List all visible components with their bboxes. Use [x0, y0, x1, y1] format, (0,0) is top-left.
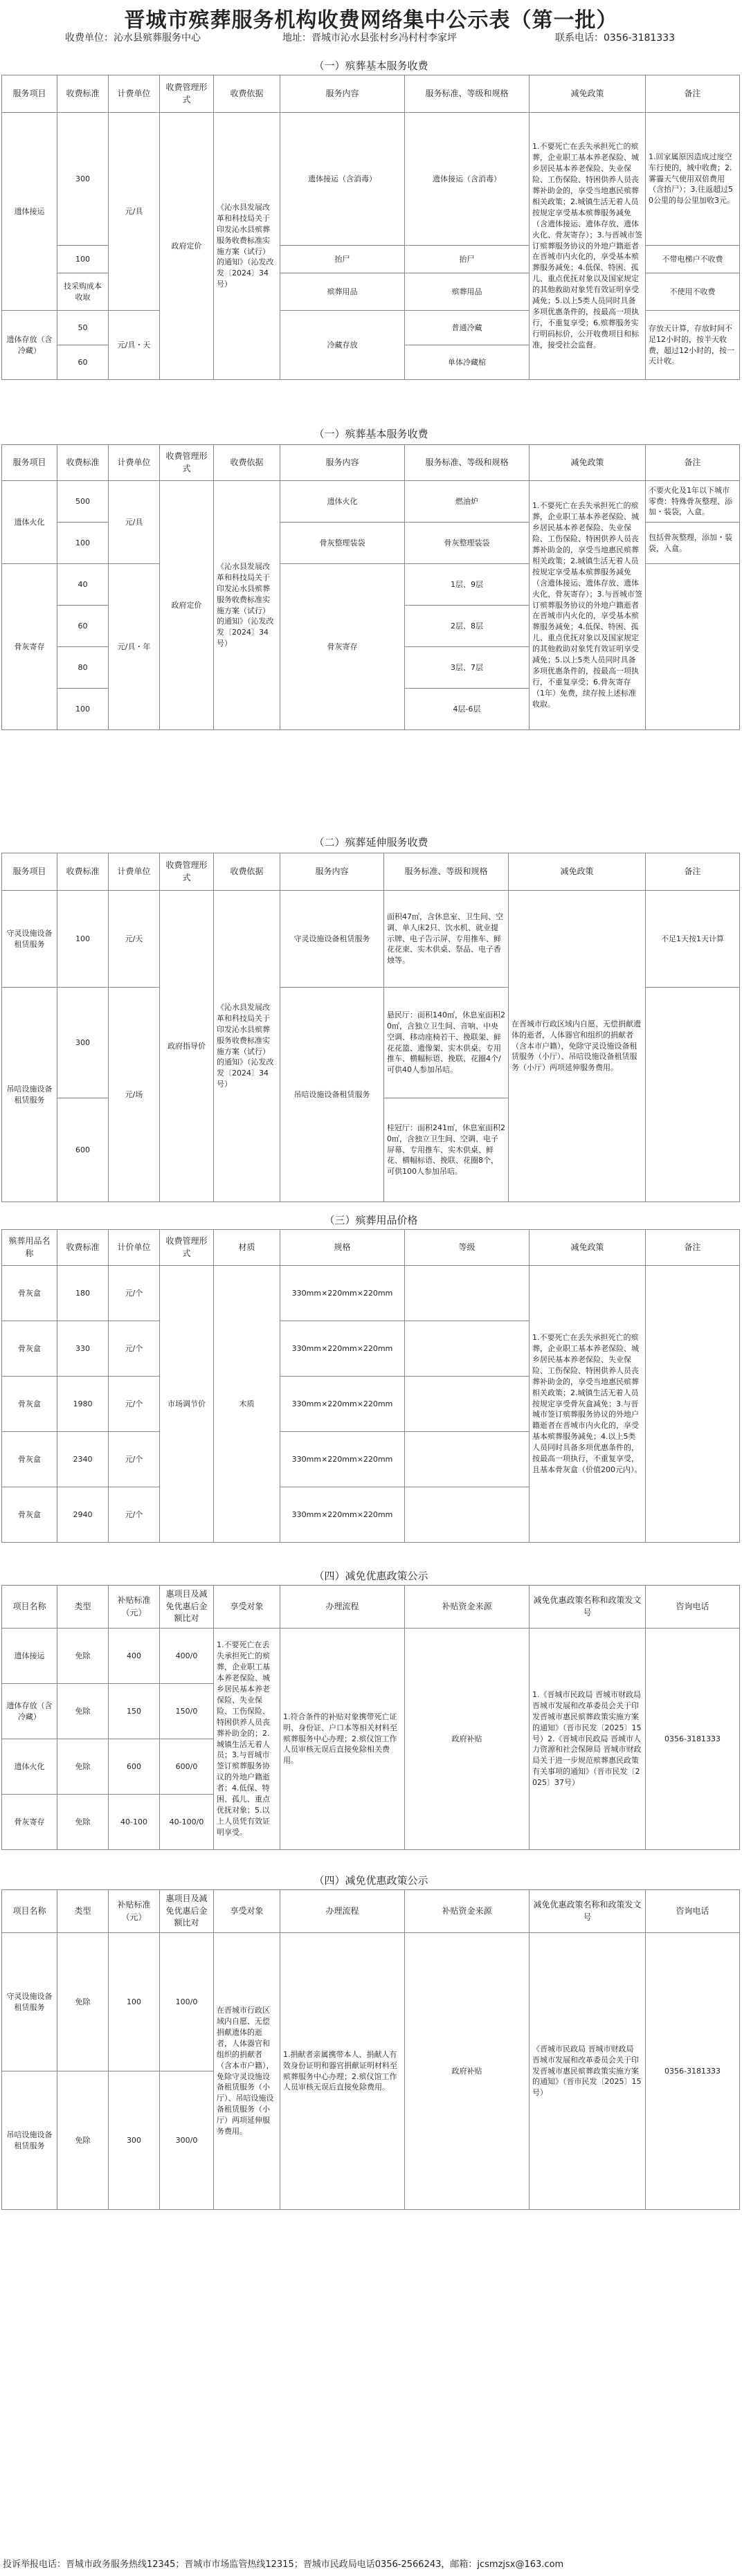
table-row: [2, 481, 740, 523]
standard-cell: 3层、7层: [405, 647, 530, 689]
col-price: 收费标准: [57, 75, 109, 113]
col-item: 服务项目: [2, 75, 57, 113]
table-row: [2, 113, 740, 246]
policy-cell: 1.不要死亡在丢失承担死亡的殡葬，企业职工基本养老保险、城乡居民基本养老保险、失业保险、工伤保险、特困供养人员丧葬补助金的，享受当地惠民殡葬相关政策；2.城镇生活无着人员按规定享受基本殡葬服务减免（含遗体接运、遗体存放、遗体火化、骨灰寄存）；3.与晋城市签订殡葬服务协议的外地户籍逝者在晋城市内火化的，享受基本殡葬服务减免；4.低保、特困、孤儿、重点优抚对象以及国家规定的其他救助对象凭有效证明享受减免；5.以上5类人员同时具备多项优惠条件的，按最高一项执行，不重复享受；6.骨灰寄存（1年）免费，续存按上述标准收取。: [530, 481, 646, 730]
table-header: [2, 1586, 740, 1629]
grade-cell: [405, 1266, 530, 1321]
spec-cell: 330mm×220mm×220mm: [280, 1377, 405, 1432]
note-cell: 存放天计算，存放时间不足12小时的，按半天收费，超过12小时的，按一天计收。: [646, 311, 740, 380]
price-cell: 1980: [57, 1377, 109, 1432]
spec-cell: 330mm×220mm×220mm: [280, 1266, 405, 1321]
content-cell: 殡葬用品: [280, 273, 405, 311]
col-policy: 减免政策: [530, 75, 646, 113]
item-cell: 遗体火化: [2, 1739, 57, 1795]
content-cell: 遗体火化: [280, 481, 405, 523]
section-title-relief-2: （四）减免优惠政策公示: [314, 1874, 428, 1887]
std-cell: 600: [109, 1739, 160, 1795]
price-cell: 60: [57, 345, 109, 380]
spec-cell: 330mm×220mm×220mm: [280, 1321, 405, 1377]
col-ratio: 惠项目及减免优惠后金额比对: [160, 1890, 214, 1933]
price-cell: 100: [57, 689, 109, 730]
type-cell: 免除: [57, 1684, 109, 1739]
item-cell: 遗体存放（含冷藏）: [2, 1684, 57, 1739]
col-standard: 服务标准、等级和规格: [384, 853, 509, 891]
basis-cell: 《沁水县发展改革和科技局关于印发沁水县殡葬服务收费标准实施方案（试行）的通知》（沁发改发〔2024〕34号）: [214, 891, 280, 1202]
standard-cell: 悬民厅：面积140㎡，休息室面积20㎡，含独立卫生间、音响、中央空调、移动座椅若干、挽联架、鲜花花篮、遗像架、实木供桌、专用推车、横幅标语、挽联、花圈4个/可供40人参加吊唁。: [384, 988, 509, 1098]
col-basis: 收费依据: [214, 75, 280, 113]
table-row: [2, 1266, 740, 1321]
note-cell: [646, 988, 740, 1202]
item-cell: 骨灰寄存: [2, 564, 57, 730]
grade-cell: [405, 1377, 530, 1432]
section-title-extended: （二）殡葬延伸服务收费: [314, 836, 428, 849]
price-cell: 330: [57, 1321, 109, 1377]
col-target: 享受对象: [214, 1586, 280, 1629]
manage-cell: 市场调节价: [160, 1266, 214, 1543]
table-row: [2, 891, 740, 988]
basic-fee-table-1: [1, 75, 740, 380]
basis-cell: 《沁水县发展改革和科技局关于印发沁水县殡葬服务收费标准实施方案（试行）的通知》（沁发改发〔2024〕34号）: [214, 113, 280, 380]
standard-cell: 2层、8层: [405, 606, 530, 647]
col-type: 类型: [57, 1586, 109, 1629]
content-cell: 守灵设施设备租赁服务: [280, 891, 384, 988]
price-cell: 80: [57, 647, 109, 689]
col-manage: 收费管理形式: [160, 1230, 214, 1266]
table-header: [2, 1890, 740, 1933]
col-target: 享受对象: [214, 1890, 280, 1933]
tel-cell: 0356-3181333: [646, 1933, 740, 2210]
section-title-basic-2: （一）殡葬基本服务收费: [314, 428, 428, 440]
content-cell: 骨灰寄存: [280, 564, 405, 730]
spec-cell: 330mm×220mm×220mm: [280, 1487, 405, 1543]
standard-cell: 抬尸: [405, 246, 530, 273]
section-title-basic-1: （一）殡葬基本服务收费: [314, 60, 428, 72]
price-cell: 100: [57, 523, 109, 564]
policy-cell: 1.不要死亡在丢失承担死亡的殡葬，企业职工基本养老保险、城乡居民基本养老保险、失业保险、工伤保险、特困供养人员丧葬补助金的，享受当地惠民殡葬相关政策；2.城镇生活无着人员按规定享受基本殡葬服务减免（含遗体接运、遗体存放、遗体火化、骨灰寄存）；3.与晋城市签订殡葬服务协议的外地户籍逝者在晋城市内火化的，享受基本殡葬服务减免；4.低保、特困、孤儿、重点优抚对象以及国家规定的其他救助对象凭有效证明享受减免；5.以上5类人员同时具备多项优惠条件的，按最高一项执行，不重复享受；6.殡葬服务实行明码标价，公开收费项目和标准，接受社会监督。: [530, 113, 646, 380]
price-cell: 180: [57, 1266, 109, 1321]
type-cell: 免除: [57, 1795, 109, 1850]
col-doc: 减免优惠政策名称和政策发文号: [530, 1890, 646, 1933]
manage-cell: 政府指导价: [160, 891, 214, 1202]
note-cell: 不带电梯户不收费: [646, 246, 740, 273]
item-cell: 遗体火化: [2, 481, 57, 564]
col-content: 服务内容: [280, 75, 405, 113]
col-item: 项目名称: [2, 1586, 57, 1629]
note-cell: 不使用不收费: [646, 273, 740, 311]
item-cell: 骨灰寄存: [2, 1795, 57, 1850]
item-cell: 守灵设施设备租赁服务: [2, 891, 57, 988]
standard-cell: 1层、9层: [405, 564, 530, 606]
section-title-goods: （三）殡葬用品价格: [324, 1214, 418, 1226]
doc-cell: 《晋城市民政局 晋城市财政局 晋城市发展和改革委员会关于印发晋城市惠民殡葬政策实施方案的通知》（晋市民发〔2025〕15号）: [530, 1933, 646, 2210]
col-std: 补贴标准（元）: [109, 1586, 160, 1629]
standard-cell: 殡葬用品: [405, 273, 530, 311]
table-header: [2, 445, 740, 481]
item-cell: 遗体存放（含冷藏）: [2, 311, 57, 380]
name-cell: 骨灰盒: [2, 1487, 57, 1543]
col-unit: 计价单位: [109, 1230, 160, 1266]
note-cell: 不要火化及1年以下城市零费：特殊骨灰整理、添加・装袋，入盒。: [646, 481, 740, 523]
item-cell: 遗体接运: [2, 113, 57, 311]
process-cell: 1.捐献者亲属携带本人、捐献人有效身份证明和器官捐献证明材料至殡葬服务中心办理；2.殡仪馆工作人员审核无误后直接免除费用。: [280, 1933, 405, 2210]
col-material: 材质: [214, 1230, 280, 1266]
price-cell: 100: [57, 246, 109, 273]
col-name: 殡葬用品名称: [2, 1230, 57, 1266]
table-header: [2, 853, 740, 891]
unit-cell: 元/个: [109, 1266, 160, 1321]
ratio-cell: 100/0: [160, 1933, 214, 2071]
manage-cell: 政府定价: [160, 481, 214, 730]
table-header: [2, 75, 740, 113]
col-manage: 收费管理形式: [160, 853, 214, 891]
col-price: 收费标准: [57, 853, 109, 891]
unit-cell: 元/个: [109, 1432, 160, 1487]
std-cell: 40-100: [109, 1795, 160, 1850]
content-cell: 遗体接运（含消毒）: [280, 113, 405, 246]
standard-cell: 燃油炉: [405, 481, 530, 523]
tel-cell: 0356-3181333: [646, 1629, 740, 1850]
address: 地址：晋城市沁水县张村乡冯村村李家坪: [282, 33, 457, 44]
note-cell: 不足1天按1天计算: [646, 891, 740, 988]
col-unit: 计费单位: [109, 445, 160, 481]
complaint-footer: 投诉举报电话：晋城市政务服务热线12345；晋城市市场监管热线12315；晋城市民政局电话0356-2566243，邮箱：jcsmzjsx@163.com: [3, 2559, 564, 2570]
price-cell: 300: [57, 113, 109, 246]
note-cell: [646, 564, 740, 730]
col-item: 项目名称: [2, 1890, 57, 1933]
col-item: 服务项目: [2, 445, 57, 481]
col-doc: 减免优惠政策名称和政策发文号: [530, 1586, 646, 1629]
price-cell: 2340: [57, 1432, 109, 1487]
col-note: 备注: [646, 75, 740, 113]
price-cell: 2940: [57, 1487, 109, 1543]
unit-cell: 元/场: [109, 988, 160, 1202]
type-cell: 免除: [57, 1629, 109, 1684]
charge-unit: 收费单位：沁水县殡葬服务中心: [65, 33, 201, 44]
col-grade: 等级: [405, 1230, 530, 1266]
std-cell: 400: [109, 1629, 160, 1684]
note-cell: [646, 1266, 740, 1543]
doc-cell: 1.《晋城市民政局 晋城市财政局 晋城市发展和改革委员会关于印发晋城市惠民殡葬政策实施方案的通知》（晋市民发〔2025〕15号）2.《晋城市民政局 晋城市人力资源和社会保障局 晋城市财政局关于进一步规范殡葬惠民政策有关事项的通知》（晋市民发〔2025〕37号）: [530, 1629, 646, 1850]
standard-cell: 桂冠厅：面积241㎡，休息室面积20㎡，含独立卫生间、空调、电子屏幕、专用推车、实木供桌、鲜花、横幅标语、挽联、花圈8个，可供100人参加吊唁。: [384, 1098, 509, 1202]
ratio-cell: 150/0: [160, 1684, 214, 1739]
type-cell: 免除: [57, 1739, 109, 1795]
table-header: [2, 1230, 740, 1266]
source-cell: 政府补贴: [405, 1933, 530, 2210]
col-note: 备注: [646, 1230, 740, 1266]
col-tel: 咨询电话: [646, 1586, 740, 1629]
content-cell: 抬尸: [280, 246, 405, 273]
price-cell: 50: [57, 311, 109, 345]
col-spec: 规格: [280, 1230, 405, 1266]
material-cell: 木质: [214, 1266, 280, 1543]
goods-price-table: [1, 1229, 740, 1543]
col-unit: 计费单位: [109, 75, 160, 113]
item-cell: 吊唁设施设备租赁服务: [2, 2071, 57, 2210]
type-cell: 免除: [57, 1933, 109, 2071]
unit-cell: 元/个: [109, 1487, 160, 1543]
section-title-relief-1: （四）减免优惠政策公示: [314, 1570, 428, 1582]
policy-cell: 1.不要死亡在丢失承担死亡的殡葬，企业职工基本养老保险、城乡居民基本养老保险、失业保险、工伤保险、特困供养人员丧葬补助金的，享受当地惠民殡葬相关政策；2.城镇生活无着人员按规定享受骨灰盒减免；3.与晋城市签订殡葬服务协议的外地户籍逝者在晋城市内火化的，享受基本殡葬服务减免；4.以上5类人员同时具备多项优惠条件的，按最高一项执行，不重复享受，且基本骨灰盒（价值200元内）。: [530, 1266, 646, 1543]
col-price: 收费标准: [57, 445, 109, 481]
col-policy: 减免政策: [530, 445, 646, 481]
target-cell: 1.不要死亡在丢失承担死亡的殡葬，企业职工基本养老保险、城乡居民基本养老保险、失业保险、工伤保险、特困供养人员丧葬补助金的；2.城镇生活无着人员；3.与晋城市签订殡葬服务协议的外地户籍逝者；4.低保、特困、孤儿、重点优抚对象；5.以上人员凭有效证明享受。: [214, 1629, 280, 1850]
ratio-cell: 600/0: [160, 1739, 214, 1795]
col-std: 补贴标准（元）: [109, 1890, 160, 1933]
basic-fee-table-2: [1, 444, 740, 730]
note-cell: 包括骨灰整理，添加・装袋，入盒。: [646, 523, 740, 564]
relief-table-2: [1, 1889, 740, 2210]
name-cell: 骨灰盒: [2, 1266, 57, 1321]
unit-cell: 元/天: [109, 891, 160, 988]
unit-cell: 元/具: [109, 481, 160, 564]
unit-cell: 元/个: [109, 1321, 160, 1377]
name-cell: 骨灰盒: [2, 1321, 57, 1377]
col-policy: 减免政策: [509, 853, 646, 891]
col-item: 服务项目: [2, 853, 57, 891]
col-manage: 收费管理形式: [160, 445, 214, 481]
note-cell: 1.回家属原因造成过度空车行使的，城中收费；2.雾霾天气使用双倍费用（含抬尸）；3.往返超过50公里的每公里加收3元。: [646, 113, 740, 246]
item-cell: 守灵设施设备租赁服务: [2, 1933, 57, 2071]
price-cell: 60: [57, 606, 109, 647]
col-type: 类型: [57, 1890, 109, 1933]
name-cell: 骨灰盒: [2, 1377, 57, 1432]
grade-cell: [405, 1321, 530, 1377]
col-note: 备注: [646, 445, 740, 481]
ratio-cell: 400/0: [160, 1629, 214, 1684]
name-cell: 骨灰盒: [2, 1432, 57, 1487]
col-note: 备注: [646, 853, 740, 891]
col-tel: 咨询电话: [646, 1890, 740, 1933]
col-basis: 收费依据: [214, 445, 280, 481]
price-cell: 500: [57, 481, 109, 523]
standard-cell: 普通冷藏: [405, 311, 530, 345]
unit-cell: 元/个: [109, 1377, 160, 1432]
std-cell: 300: [109, 2071, 160, 2210]
source-cell: 政府补贴: [405, 1629, 530, 1850]
col-content: 服务内容: [280, 853, 384, 891]
item-cell: 吊唁设施设备租赁服务: [2, 988, 57, 1202]
price-cell: 技采购成本收取: [57, 273, 109, 311]
price-cell: 600: [57, 1098, 109, 1202]
col-unit: 计费单位: [109, 853, 160, 891]
col-manage: 收费管理形式: [160, 75, 214, 113]
grade-cell: [405, 1432, 530, 1487]
manage-cell: 政府定价: [160, 113, 214, 380]
col-basis: 收费依据: [214, 853, 280, 891]
unit-cell: 元/具・年: [109, 564, 160, 730]
content-cell: 冷藏存放: [280, 311, 405, 380]
standard-cell: 单体冷藏棺: [405, 345, 530, 380]
price-cell: 40: [57, 564, 109, 606]
table-row: [2, 1933, 740, 2071]
content-cell: 吊唁设施设备租赁服务: [280, 988, 384, 1202]
target-cell: 在晋城市行政区域内自愿、无偿捐献遗体的逝者，人体器官和组织的捐献者（含本市户籍），免除守灵设施设备租赁服务（小厅）、吊唁设施设备租赁服务（小厅）两项延伸服务费用。: [214, 1933, 280, 2210]
standard-cell: 面积47㎡，含休息室、卫生间、空调、单人床2只、饮水机、就业提示牌、电子告示屏、专用推车、鲜花花束、实木供桌、祭品、电子香烛等。: [384, 891, 509, 988]
std-cell: 150: [109, 1684, 160, 1739]
extended-fee-table: [1, 853, 740, 1202]
col-process: 办理流程: [280, 1890, 405, 1933]
col-standard: 服务标准、等级和规格: [405, 445, 530, 481]
col-standard: 服务标准、等级和规格: [405, 75, 530, 113]
ratio-cell: 300/0: [160, 2071, 214, 2210]
unit-cell: 元/具: [109, 113, 160, 311]
col-process: 办理流程: [280, 1586, 405, 1629]
col-source: 补贴资金来源: [405, 1586, 530, 1629]
standard-cell: 骨灰整理装袋: [405, 523, 530, 564]
item-cell: 遗体接运: [2, 1629, 57, 1684]
policy-cell: 在晋城市行政区域内自愿、无偿捐献遗体的逝者，人体器官和组织的捐献者（含本市户籍），免除守灵设施设备租赁服务（小厅）、吊唁设施设备租赁服务（小厅）两项延伸服务费用。: [509, 891, 646, 1202]
contact-phone: 联系电话：0356-3181333: [555, 33, 676, 44]
process-cell: 1.符合条件的补贴对象携带死亡证明、身份证、户口本等相关材料至殡葬服务中心办理；2.殡仪馆工作人员审核无误后直接免除相关费用。: [280, 1629, 405, 1850]
price-cell: 100: [57, 891, 109, 988]
content-cell: 骨灰整理装袋: [280, 523, 405, 564]
price-cell: 300: [57, 988, 109, 1098]
basis-cell: 《沁水县发展改革和科技局关于印发沁水县殡葬服务收费标准实施方案（试行）的通知》（沁发改发〔2024〕34号）: [214, 481, 280, 730]
col-ratio: 惠项目及减免优惠后金额比对: [160, 1586, 214, 1629]
ratio-cell: 40-100/0: [160, 1795, 214, 1850]
relief-table-1: [1, 1585, 740, 1850]
col-source: 补贴资金来源: [405, 1890, 530, 1933]
spec-cell: 330mm×220mm×220mm: [280, 1432, 405, 1487]
page-title: 晋城市殡葬服务机构收费网络集中公示表（第一批）: [124, 8, 618, 33]
grade-cell: [405, 1487, 530, 1543]
standard-cell: 遗体接运（含消毒）: [405, 113, 530, 246]
standard-cell: 4层-6层: [405, 689, 530, 730]
table-row: [2, 1629, 740, 1684]
col-price: 收费标准: [57, 1230, 109, 1266]
type-cell: 免除: [57, 2071, 109, 2210]
col-content: 服务内容: [280, 445, 405, 481]
unit-cell: 元/具・天: [109, 311, 160, 380]
col-policy: 减免政策: [530, 1230, 646, 1266]
std-cell: 100: [109, 1933, 160, 2071]
